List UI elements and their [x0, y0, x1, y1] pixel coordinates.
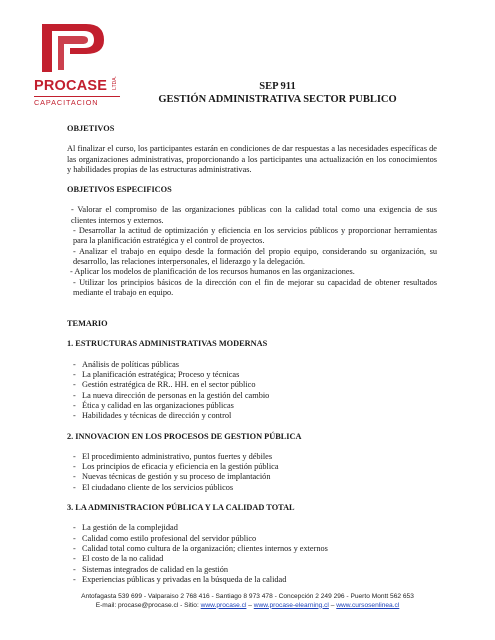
section-1-list — [67, 360, 437, 422]
site-link-elearning[interactable]: www.procase-elearning.cl — [253, 601, 329, 609]
site-link-procase[interactable]: www.procase.cl — [200, 601, 247, 609]
document-body — [67, 124, 437, 585]
section-2-title: 2. INNOVACION EN LOS PROCESOS DE GESTION PÚBLICA — [67, 431, 302, 441]
topic-item: - El ciudadano cliente de los servicios públicos — [67, 483, 437, 493]
footer-separator: – — [328, 601, 337, 609]
footer-email: E-mail: procase@procase.cl - Sitio: — [95, 601, 201, 609]
procase-p-mark-icon — [36, 22, 106, 78]
topic-item: - El costo de la no calidad — [67, 554, 437, 564]
especificos-item: - Desarrollar la actitud de optimización y eficiencia en los servicios públicos y proporcionar herramientas para la planificación estratégica y el control de proyectos. — [73, 226, 437, 246]
footer-contact — [0, 602, 495, 611]
topic-item: - Habilidades y técnicas de dirección y control — [67, 411, 437, 421]
footer-separator: – — [246, 601, 254, 609]
especificos-item: - Analizar el trabajo en equipo desde la formación del propio equipo, considerando su organización, su desarrollo, las relaciones interpersonales, el liderazgo y la delegación. — [73, 246, 437, 266]
page-footer — [0, 593, 495, 610]
logo-brand: PROCASE — [34, 78, 108, 94]
procase-logo — [26, 22, 126, 107]
topic-item: - Nuevas técnicas de gestión y su proceso de implantación — [67, 472, 437, 482]
site-link-cursosenlinea[interactable]: www.cursosenlinea.cl — [336, 601, 400, 609]
temario-heading: TEMARIO — [67, 319, 108, 329]
topic-item: - La nueva dirección de personas en la gestión del cambio — [67, 391, 437, 401]
especificos-list — [67, 205, 437, 298]
topic-item: - Los principios de eficacia y eficiencia en la gestión pública — [67, 462, 437, 472]
course-code: SEP 911 — [259, 81, 296, 92]
especificos-item: - Aplicar los modelos de planificación de los recursos humanos en las organizaciones. — [70, 267, 355, 277]
topic-item: - Experiencias públicas y privadas en la búsqueda de la calidad — [67, 575, 437, 585]
topic-item: - Análisis de políticas públicas — [67, 360, 437, 370]
topic-item: - La gestión de la complejidad — [67, 523, 437, 533]
footer-addresses: Antofagasta 539 699 - Valparaiso 2 768 416 - Santiago 8 973 478 - Concepción 2 249 296 - Puerto Montt 562 653 — [81, 593, 414, 600]
section-1-title: 1. ESTRUCTURAS ADMINISTRATIVAS MODERNAS — [67, 339, 268, 349]
logo-tagline: CAPACITACION — [34, 96, 120, 107]
logo-suffix: LTDA. — [112, 76, 118, 90]
topic-item: - La planificación estratégica; Proceso y técnicas — [67, 370, 437, 380]
course-title: GESTIÓN ADMINISTRATIVA SECTOR PUBLICO — [158, 94, 397, 105]
especificos-item: - Utilizar los principios básicos de la dirección con el fin de mejorar su capacidad de obtener resultados mediante el trabajo en equipo. — [73, 277, 437, 297]
topic-item: - Ética y calidad en las organizaciones públicas — [67, 401, 437, 411]
course-header — [130, 80, 425, 106]
objetivos-heading: OBJETIVOS — [67, 124, 115, 133]
section-3-title: 3. LA ADMINISTRACION PÚBLICA Y LA CALIDAD TOTAL — [67, 503, 295, 513]
topic-item: - Gestión estratégica de RR.. HH. en el sector público — [67, 380, 437, 390]
especificos-heading: OBJETIVOS ESPECIFICOS — [67, 185, 172, 195]
objetivos-text: Al finalizar el curso, los participantes estarán en condiciones de dar respuestas a las necesidades específicas de las organizaciones administrativas, proporcionando a los participantes una actualización en los conocimientos y habilidades propias de las estructuras administrativas. — [67, 144, 437, 174]
topic-item: - Calidad total como cultura de la organización; clientes internos y externos — [67, 544, 437, 554]
section-2-list — [67, 452, 437, 493]
topic-item: - El procedimiento administrativo, puntos fuertes y débiles — [67, 452, 437, 462]
topic-item: - Calidad como estilo profesional del servidor público — [67, 534, 437, 544]
especificos-item: - Valorar el compromiso de las organizaciones públicas con la calidad total como una exigencia de sus clientes internos y externos. — [71, 205, 437, 225]
section-3-list — [67, 523, 437, 585]
topic-item: - Sistemas integrados de calidad en la gestión — [67, 565, 437, 575]
